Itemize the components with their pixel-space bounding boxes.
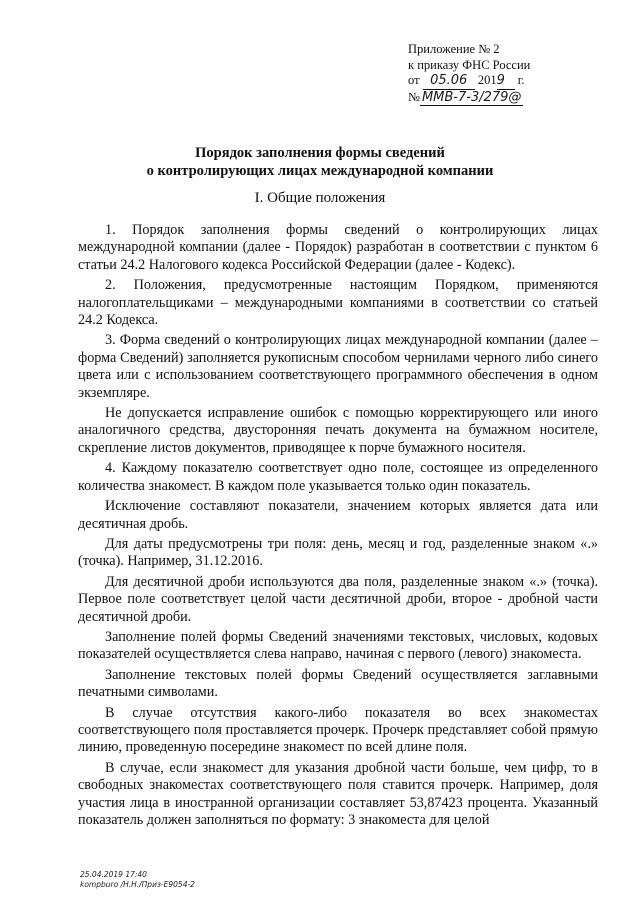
document-title [0,144,640,180]
order-date [408,73,530,90]
title-line-2: о контролирующих лицах международной компании [146,163,494,179]
order-number [408,90,530,107]
paragraph: 1. Порядок заполнения формы сведений о контролирующих лицах международной компании (далее - Порядок) разработан в соответствии с пунктом 6 статьи 24.2 Налогового кодекса Российской Федерации (далее - Кодекс). [78,222,598,273]
section-heading: I. Общие положения [254,190,386,206]
paragraph: 3. Форма сведений о контролирующих лицах международной компании (далее – форма Сведений) заполняется рукописным способом чернилами черного либо синего цвета или с использованием соответствующего программного обеспечения в одном экземпляре. [78,332,598,401]
paragraph: Для даты предусмотрены три поля: день, месяц и год, разделенные знаком «.» (точка). Например, 31.12.2016. [78,535,598,570]
footer-timestamp: 25.04.2019 17:40 [80,870,147,879]
paragraph: Не допускается исправление ошибок с помощью корректирующего или иного аналогичного средства, двусторонняя печать документа на бумажном носителе, скрепление листов документов, приводящее к порче бумажного носителя. [78,405,598,456]
paragraph: В случае отсутствия какого-либо показателя во всех знакоместах соответствующего поля проставляется прочерк. Прочерк представляет собой прямую линию, проведенную посередине знакомест по всей длине поля. [78,704,598,756]
year-suffix: г. [517,73,525,87]
number-handwritten: ММВ-7-3/279@ [421,89,522,105]
year-printed: 201 [477,73,497,87]
paragraph: 4. Каждому показателю соответствует одно поле, состоящее из определенного количества знакомест. В каждом поле указывается только один показатель. [78,460,598,494]
footer-path: kompburo /Н.Н./Приз-Е9054-2 [80,880,195,889]
paragraph: В случае, если знакомест для указания дробной части больше, чем цифр, то в свободных знакоместах соответствующего поля ставится прочерк. Например, доля участия лица в иностранной организации составляет 53,87423 процента. Указанный показатель должен заполняться по формату: 3 знакоместа для целой [78,759,598,828]
title-line-1: Порядок заполнения формы сведений [195,145,445,161]
date-handwritten: 05.06 [423,73,475,90]
year-handwritten: 9 [497,73,515,90]
order-reference: к приказу ФНС России [408,57,531,72]
date-prefix: от [408,73,420,87]
appendix-number: Приложение № 2 [408,42,500,56]
document-footer [80,870,195,890]
appendix-header [408,42,530,106]
document-body [78,222,598,832]
paragraph: Заполнение текстовых полей формы Сведений осуществляется заглавными печатными символами. [78,666,598,701]
paragraph: Для десятичной дроби используются два поля, разделенные знаком «.» (точка). Первое поле соответствует целой части десятичной дроби, второе - дробной части десятичной дроби. [78,573,598,625]
paragraph: 2. Положения, предусмотренные настоящим Порядком, применяются налогоплательщиками – международными компаниями в соответствии со статьей 24.2 Кодекса. [78,277,598,329]
paragraph: Исключение составляют показатели, значением которых является дата или десятичная дробь. [78,498,598,532]
number-prefix: № [408,89,420,104]
paragraph: Заполнение полей формы Сведений значениями текстовых, числовых, кодовых показателей осуществляется слева направо, начиная с первого (левого) знакоместа. [78,628,598,663]
